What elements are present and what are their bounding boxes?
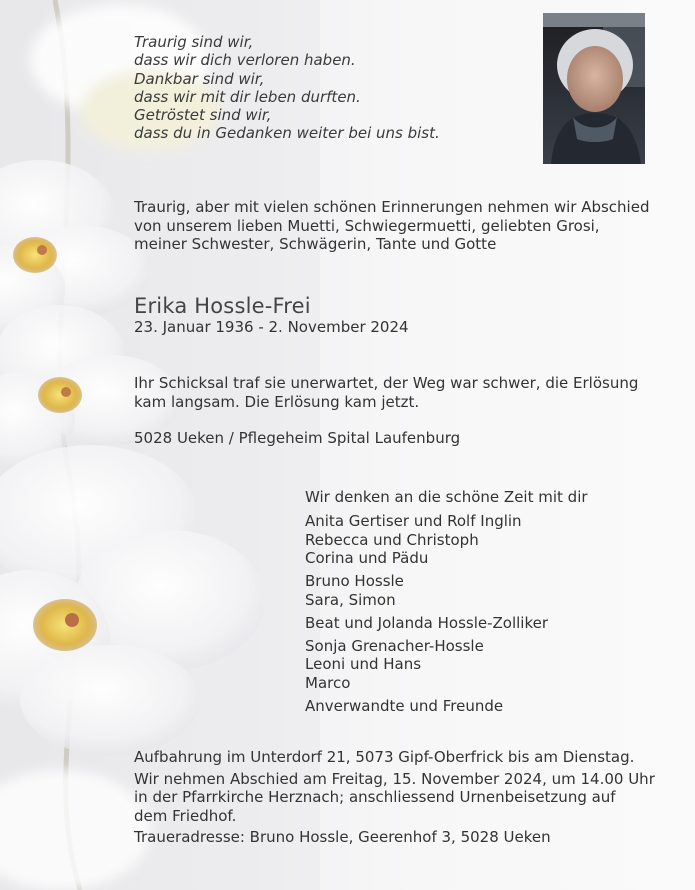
mourners-heading: Wir denken an die schöne Zeit mit dir (305, 488, 588, 506)
mourners-group (305, 512, 588, 568)
poem-line: Getröstet sind wir, (134, 106, 272, 125)
mourners-group (305, 572, 588, 610)
intro-text (134, 198, 649, 254)
mourners-group (305, 697, 588, 716)
mourner-name: Sonja Grenacher-Hossle (305, 636, 484, 655)
poem-line: dass wir mit dir leben durften. (134, 87, 361, 106)
poem-line: Dankbar sind wir, (134, 69, 265, 88)
mourner-name: Anverwandte und Freunde (305, 696, 504, 715)
mourners-group (305, 614, 588, 633)
farewell-info (134, 770, 655, 826)
mourner-name: Beat und Jolanda Hossle-Zolliker (305, 613, 549, 632)
farewell-line: dem Friedhof. (134, 806, 237, 825)
fate-line: Ihr Schicksal traf sie unerwartet, der Weg war schwer, die Erlösung (134, 374, 639, 392)
mourner-name: Anita Gertiser und Rolf Inglin (305, 511, 522, 530)
mourner-name: Marco (305, 674, 351, 693)
portrait-image (543, 13, 645, 164)
deceased-name: Erika Hossle-Frei (134, 294, 311, 318)
fate-text (134, 374, 638, 411)
viewing-info: Aufbahrung im Unterdorf 21, 5073 Gipf-Oberfrick bis am Dienstag. (134, 748, 635, 766)
mourner-name: Rebecca und Christoph (305, 530, 479, 549)
residence-place: 5028 Ueken / Pflegeheim Spital Laufenburg (134, 429, 461, 447)
mourners-list (305, 488, 588, 720)
mourner-name: Leoni und Hans (305, 655, 422, 674)
farewell-line: Wir nehmen Abschied am Freitag, 15. November 2024, um 14.00 Uhr (134, 769, 655, 788)
life-dates: 23. Januar 1936 - 2. November 2024 (134, 318, 409, 336)
poem-line: Traurig sind wir, (134, 33, 254, 51)
portrait-photo (543, 13, 645, 164)
farewell-line: in der Pfarrkirche Herznach; anschliessend Urnenbeisetzung auf (134, 788, 616, 806)
intro-line: Traurig, aber mit vielen schönen Erinnerungen nehmen wir Abschied (134, 198, 650, 216)
mourner-name: Bruno Hossle (305, 572, 404, 591)
poem-line: dass wir dich verloren haben. (134, 51, 356, 70)
mourning-address: Traueradresse: Bruno Hossle, Geerenhof 3, 5028 Ueken (134, 828, 551, 846)
poem (134, 33, 440, 143)
poem-line: dass du in Gedanken weiter bei uns bist. (134, 124, 440, 143)
mourners-group (305, 637, 588, 693)
fate-line: kam langsam. Die Erlösung kam jetzt. (134, 392, 420, 411)
intro-line: von unserem lieben Muetti, Schwiegermuetti, geliebten Grosi, (134, 216, 600, 235)
intro-line: meiner Schwester, Schwägerin, Tante und Gotte (134, 235, 497, 253)
mourner-name: Corina und Pädu (305, 549, 429, 568)
mourner-name: Sara, Simon (305, 590, 396, 609)
funeral-arrangements (134, 748, 655, 850)
